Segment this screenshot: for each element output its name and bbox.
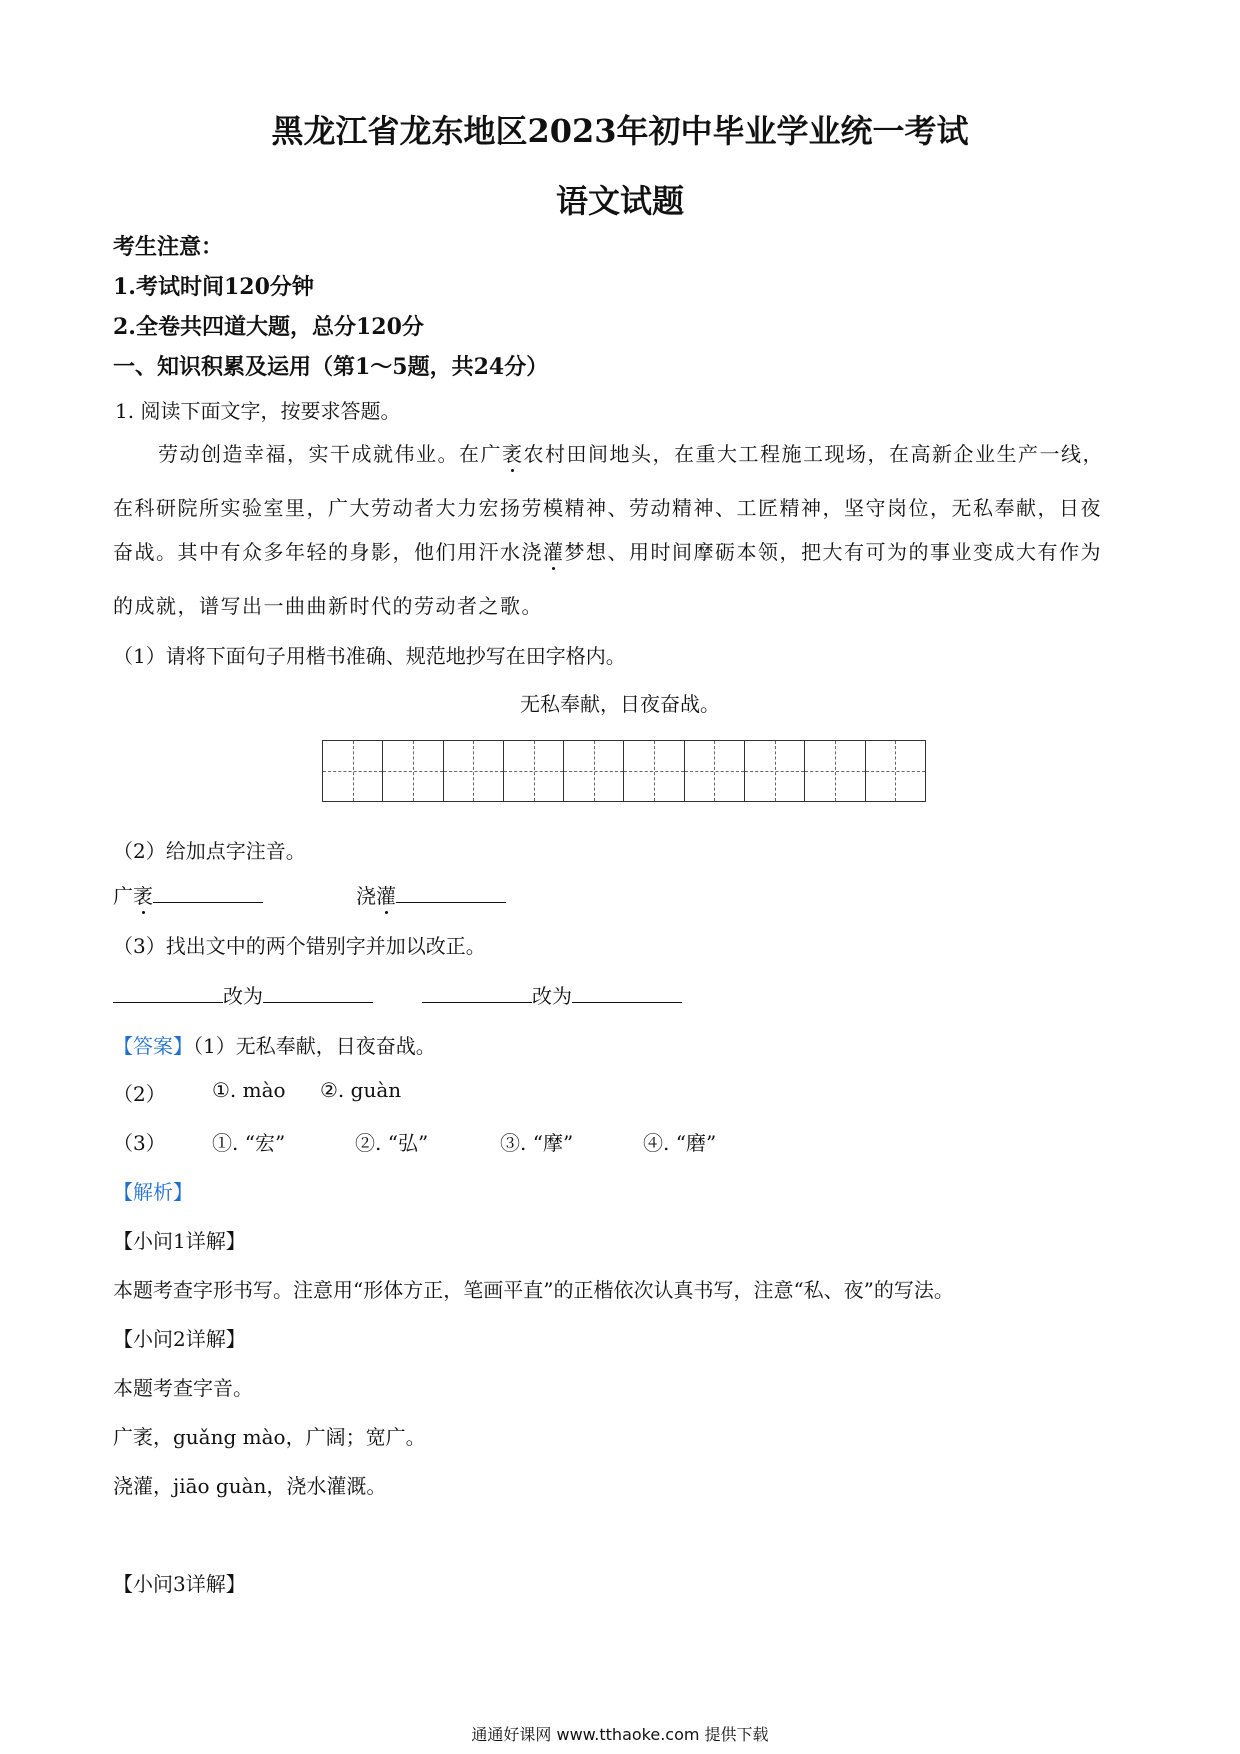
answer-blank[interactable]	[153, 882, 263, 903]
tianzige-grid[interactable]	[322, 740, 926, 802]
word-char: 浇	[356, 884, 376, 908]
page-title: 黑龙江省龙东地区2023年初中毕业学业统一考试	[271, 112, 969, 150]
grid-cell[interactable]	[745, 741, 805, 801]
detail-1-heading: 【小问1详解】	[113, 1229, 246, 1253]
answer-line-1	[113, 1030, 436, 1059]
answer-3-item-1: ①. “宏”	[212, 1131, 286, 1155]
answer-3-label: （3）	[113, 1131, 166, 1155]
pinyin-blank-2[interactable]	[356, 880, 506, 909]
answer-blank[interactable]	[572, 982, 682, 1003]
dotted-char: 灌	[543, 540, 565, 564]
sub-question-3: （3）找出文中的两个错别字并加以改正。	[113, 934, 486, 958]
passage-text: 劳动创造幸福，实干成就伟业。在广	[158, 442, 502, 466]
answer-blank[interactable]	[396, 882, 506, 903]
copy-sentence: 无私奉献，日夜奋战。	[520, 692, 720, 716]
answer-blank[interactable]	[422, 982, 532, 1003]
dotted-char: 灌	[376, 884, 396, 908]
grid-cell[interactable]	[685, 741, 745, 801]
passage-line-4: 的成就，谱写出一曲曲新时代的劳动者之歌。	[113, 594, 543, 618]
notice-heading: 考生注意：	[113, 234, 224, 260]
answer-label: 【答案】	[113, 1034, 193, 1058]
answer-2-item-2: ②. guàn	[320, 1078, 402, 1102]
grid-cell[interactable]	[564, 741, 624, 801]
word-char: 广	[113, 884, 133, 908]
notice-item-2: 2.全卷共四道大题，总分120分	[113, 314, 424, 340]
detail-2-line-2: 浇灌，jiāo guàn，浇水灌溉。	[113, 1474, 387, 1498]
dotted-char: 袤	[133, 884, 153, 908]
change-to-label: 改为	[532, 984, 572, 1008]
analysis-label: 【解析】	[113, 1180, 193, 1204]
dotted-char: 袤	[502, 442, 524, 466]
grid-cell[interactable]	[624, 741, 684, 801]
passage-line-2: 在科研院所实验室里，广大劳动者大力宏扬劳模精神、劳动精神、工匠精神，坚守岗位，无私奉献，日夜	[113, 496, 1102, 520]
grid-cell[interactable]	[323, 741, 383, 801]
answer-blank[interactable]	[263, 982, 373, 1003]
detail-2-text: 本题考查字音。	[113, 1376, 253, 1400]
passage-line-3	[113, 536, 1102, 565]
correction-row-1[interactable]	[113, 980, 373, 1009]
grid-cell[interactable]	[383, 741, 443, 801]
sub-question-1: （1）请将下面句子用楷书准确、规范地抄写在田字格内。	[113, 644, 626, 668]
answer-3-item-2: ②. “弘”	[355, 1131, 429, 1155]
page-subtitle: 语文试题	[555, 182, 684, 220]
answer-2-label: （2）	[113, 1082, 166, 1106]
passage-line-1	[158, 438, 1104, 467]
answer-3-item-3: ③. “摩”	[500, 1131, 574, 1155]
passage-text: 梦想、用时间摩砺本领，把大有可为的事业变成大有作为	[564, 540, 1102, 564]
detail-2-heading: 【小问2详解】	[113, 1327, 246, 1351]
grid-cell[interactable]	[805, 741, 865, 801]
question-stem: 1. 阅读下面文字，按要求答题。	[115, 399, 401, 423]
grid-cell[interactable]	[866, 741, 925, 801]
detail-3-heading: 【小问3详解】	[113, 1572, 246, 1596]
notice-item-1: 1.考试时间120分钟	[113, 274, 314, 300]
grid-cell[interactable]	[504, 741, 564, 801]
grid-cell[interactable]	[444, 741, 504, 801]
passage-text: 农村田间地头，在重大工程施工现场，在高新企业生产一线，	[523, 442, 1104, 466]
sub-question-2: （2）给加点字注音。	[113, 839, 306, 863]
detail-2-line-1: 广袤，guǎng mào，广阔；宽广。	[113, 1425, 426, 1449]
answer-2-item-1: ①. mào	[212, 1078, 286, 1102]
answer-blank[interactable]	[113, 982, 223, 1003]
footer-source: 通通好课网 www.tthaoke.com 提供下载	[471, 1725, 769, 1744]
pinyin-blank-1[interactable]	[113, 880, 263, 909]
change-to-label: 改为	[223, 984, 263, 1008]
detail-1-text: 本题考查字形书写。注意用“形体方正，笔画平直”的正楷依次认真书写，注意“私、夜”的写法。	[113, 1278, 954, 1302]
passage-text: 奋战。其中有众多年轻的身影，他们用汗水浇	[113, 540, 543, 564]
correction-row-2[interactable]	[422, 980, 682, 1009]
answer-text: （1）无私奉献，日夜奋战。	[193, 1034, 436, 1058]
section-heading: 一、知识积累及运用（第1～5题，共24分）	[113, 354, 549, 380]
answer-3-item-4: ④. “磨”	[643, 1131, 717, 1155]
